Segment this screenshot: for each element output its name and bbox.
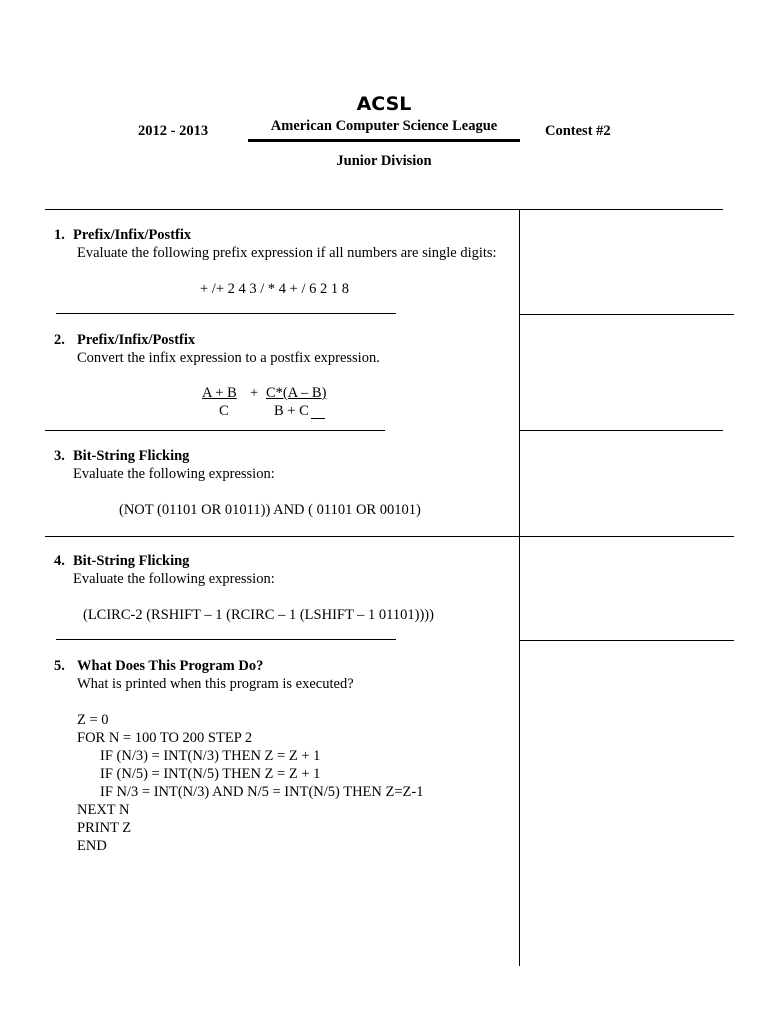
question-1-instruction: Evaluate the following prefix expression if all numbers are single digits: (77, 245, 497, 261)
division-label: Junior Division (336, 153, 432, 169)
question-5-number: 5. (54, 658, 65, 674)
fraction-operator: + (250, 385, 259, 401)
question-4-expression: (LCIRC-2 (RSHIFT – 1 (RCIRC – 1 (LSHIFT – 1 01101)))) (83, 607, 434, 623)
answer-column-divider (519, 209, 520, 966)
question-2-title: Prefix/Infix/Postfix (77, 332, 196, 348)
question-2-instruction: Convert the infix expression to a postfix expression. (77, 350, 380, 366)
contest-number: Contest #2 (545, 123, 611, 139)
separator-q4-right (519, 640, 734, 641)
code-line: END (77, 838, 107, 854)
code-line: PRINT Z (77, 820, 132, 836)
program-code (77, 711, 423, 855)
separator-q1-right (519, 314, 734, 315)
question-4-title: Bit-String Flicking (73, 553, 190, 569)
fraction-2-denominator: B + C (274, 403, 309, 419)
league-name: American Computer Science League (270, 118, 498, 134)
separator-q3 (45, 536, 734, 537)
code-line: IF N/3 = INT(N/3) AND N/5 = INT(N/5) THEN Z=Z-1 (100, 784, 424, 800)
school-year: 2012 - 2013 (138, 123, 209, 139)
question-4-instruction: Evaluate the following expression: (73, 571, 275, 587)
code-line: IF (N/5) = INT(N/5) THEN Z = Z + 1 (100, 766, 321, 782)
question-2-number: 2. (54, 332, 65, 348)
fraction-1-denominator: C (219, 403, 229, 419)
question-3-title: Bit-String Flicking (73, 448, 190, 464)
question-1-number: 1. (54, 227, 65, 243)
question-3-instruction: Evaluate the following expression: (73, 466, 275, 482)
separator-q1-left (56, 313, 396, 314)
code-line: Z = 0 (77, 712, 109, 728)
separator-q2-right (519, 430, 723, 431)
question-3-number: 3. (54, 448, 65, 464)
answer-blank (311, 418, 325, 419)
question-4-number: 4. (54, 553, 65, 569)
question-5-title: What Does This Program Do? (77, 658, 264, 674)
code-line: NEXT N (77, 802, 130, 818)
question-1-expression: + /+ 2 4 3 / * 4 + / 6 2 1 8 (200, 281, 349, 297)
separator-q4-left (56, 639, 396, 640)
table-top-border (45, 209, 723, 210)
page-title: ACSL (356, 93, 412, 115)
header-rule (248, 139, 520, 142)
question-3-expression: (NOT (01101 OR 01011)) AND ( 01101 OR 00101) (119, 502, 421, 518)
separator-q2-left (45, 430, 385, 431)
code-line: FOR N = 100 TO 200 STEP 2 (77, 730, 253, 746)
fraction-2-numerator: C*(A – B) (266, 385, 327, 401)
code-line: IF (N/3) = INT(N/3) THEN Z = Z + 1 (100, 748, 321, 764)
fraction-1-numerator: A + B (202, 385, 237, 401)
question-1-title: Prefix/Infix/Postfix (73, 227, 192, 243)
question-5-instruction: What is printed when this program is executed? (77, 676, 354, 692)
